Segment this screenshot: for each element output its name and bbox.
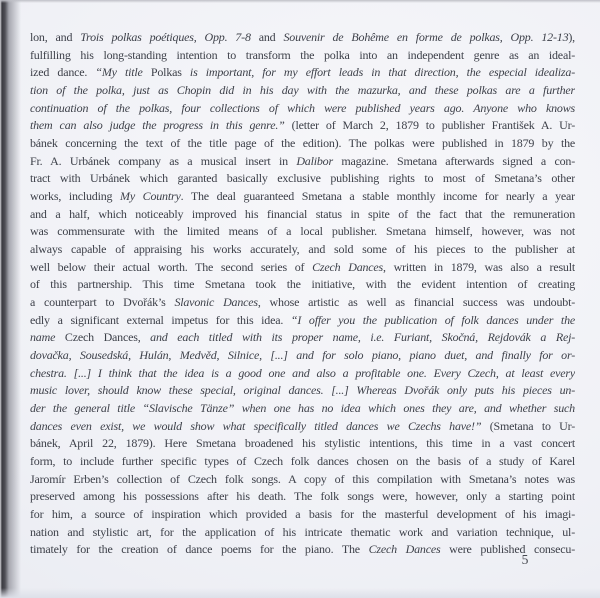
- text-segment: timately for the creation of dance poems for the piano. The: [30, 542, 369, 557]
- italic-text-segment: tion of the polka, just as Chopin did in his day with the mazurka, and these polkas are a further: [30, 83, 575, 98]
- text-segment: . The deal guaranteed Smetana a stable monthly income for nearly a year: [180, 189, 575, 204]
- text-segment: a counterpart to Dvořák’s: [30, 295, 175, 310]
- text-line: [30, 453, 575, 471]
- scan-edge-top: [0, 0, 600, 3]
- text-line: [30, 276, 575, 294]
- text-segment: magazine. Smetana afterwards signed a con-: [332, 153, 575, 168]
- italic-text-segment: music lover, should know these special, original dances. [...] Whereas Dvořák only puts his pieces un-: [30, 383, 575, 398]
- text-line: [30, 259, 575, 277]
- text-line: [30, 241, 575, 259]
- text-line: [30, 418, 575, 436]
- italic-text-segment: name: [30, 330, 65, 345]
- text-segment: tract with Urbánek which garanted basically exclusive publishing rights to most of Smetana’s other: [30, 171, 575, 186]
- text-segment: (letter of March 2, 1879 to publisher František A. Ur-: [284, 118, 575, 133]
- italic-text-segment: dances even exist, we would show what specifically titled dances we Czechs have!”: [30, 418, 482, 433]
- text-line: [30, 223, 575, 241]
- text-line: [30, 206, 575, 224]
- text-line: [30, 312, 575, 330]
- text-segment: well below their actual worth. The second series of: [30, 259, 313, 274]
- text-segment: of this partnership. This time Smetana took the initiative, with the evident intention of creating: [30, 277, 575, 292]
- text-line: [30, 135, 575, 153]
- text-segment: and a half, which noticeably improved his financial status in spite of the fact that the remuneration: [30, 206, 575, 221]
- text-segment: ),: [568, 30, 575, 44]
- text-segment: edly a significant external impetus for this idea.: [30, 312, 291, 327]
- text-line: [30, 64, 575, 82]
- italic-text-segment: Czech Dances: [312, 259, 384, 274]
- italic-text-segment: My Country: [120, 189, 181, 204]
- text-segment: Fr. A. Urbánek company as a musical insert in: [30, 153, 297, 168]
- text-segment: and: [250, 30, 284, 44]
- text-segment: , whose artistic as well as financial success was undoubt-: [257, 295, 575, 310]
- italic-text-segment: Slavonic Dances: [174, 295, 258, 310]
- text-segment: for him, a source of inspiration which provided a basis for the masterful development of his imagi-: [30, 507, 575, 522]
- text-line: [30, 82, 575, 100]
- text-segment: lon, and: [30, 30, 81, 44]
- italic-text-segment: Trois polkas poétiques, Opp. 7-8: [80, 30, 251, 44]
- text-line: [30, 100, 575, 118]
- text-segment: Jaromír Erben’s collection of Czech folk songs. A copy of this compilation with Smetana’s notes was: [30, 471, 575, 486]
- text-line: [30, 541, 575, 559]
- italic-text-segment: der the general title “Slavische Tänze” when one has no idea which ones they are, and whether such: [30, 401, 575, 416]
- italic-text-segment: chestra. [...] I think that the idea is a good one and also a profitable one. Every Czech, at least every: [30, 365, 575, 380]
- italic-text-segment: Dalibor: [296, 153, 333, 168]
- italic-text-segment: is important, for my effort leads in that direction, the especial idealiza-: [181, 65, 575, 80]
- italic-text-segment: “I offer you the publication of folk dances under the: [290, 312, 575, 327]
- italic-text-segment: “My title: [95, 65, 151, 80]
- text-segment: were published consecu-: [440, 542, 575, 557]
- italic-text-segment: Souvenir de Bohême en forme de polkas, Opp. 12-13: [283, 30, 569, 44]
- text-line: [30, 294, 575, 312]
- text-segment: , written in 1879, was also a result: [383, 259, 575, 274]
- text-line: [30, 47, 575, 65]
- italic-text-segment: them can also judge the progress in this genre.”: [30, 118, 285, 133]
- text-line: [30, 471, 575, 489]
- text-segment: preserved among his possessions after his death. The folk songs were, however, only a starting point: [30, 489, 575, 504]
- text-line: [30, 524, 575, 542]
- text-segment: always capable of appraising his works accurately, and sold some of his pieces to the publisher at: [30, 242, 575, 257]
- text-line: [30, 29, 575, 47]
- body-text: [30, 29, 575, 559]
- text-line: [30, 365, 575, 383]
- scan-edge-left: [0, 0, 22, 598]
- text-line: [30, 506, 575, 524]
- text-segment: Czech Dances: [64, 330, 138, 345]
- text-line: [30, 170, 575, 188]
- text-line: [30, 488, 575, 506]
- text-line: [30, 329, 575, 347]
- text-segment: ized dance.: [30, 65, 96, 80]
- text-segment: Polkas: [150, 65, 182, 80]
- text-line: [30, 188, 575, 206]
- text-line: [30, 382, 575, 400]
- text-segment: nation and stylistic art, for the application of his intricate thematic work and variation technique, ul-: [30, 524, 575, 539]
- italic-text-segment: Czech Dances: [368, 542, 441, 557]
- text-segment: (Smetana to Ur-: [481, 418, 575, 433]
- text-segment: bánek, April 22, 1879). Here Smetana broadened his stylistic intentions, this time in a vast concert: [30, 436, 575, 451]
- scan-edge-bottom: [0, 588, 600, 598]
- text-segment: works, including: [30, 189, 121, 204]
- text-segment: form, to include further specific types of Czech folk dances chosen on the basis of a study of Karel: [30, 454, 575, 469]
- text-line: [30, 153, 575, 171]
- text-line: [30, 117, 575, 135]
- text-line: [30, 347, 575, 365]
- text-segment: was commensurate with the limited means of a local publisher. Smetana himself, however, was not: [30, 224, 575, 239]
- italic-text-segment: , and each titled with its proper name, i.e. Furiant, Skočná, Rejdovák a Rej-: [137, 330, 575, 345]
- text-segment: fulfilling his long-standing intention to transform the polka into an independent genre as an ideal-: [30, 47, 575, 62]
- text-line: [30, 400, 575, 418]
- text-line: [30, 435, 575, 453]
- italic-text-segment: dovačka, Sousedská, Hulán, Medvěd, Silnice, [...] and for solo piano, piano duet, and finally for or-: [30, 348, 575, 363]
- page-number: 5: [521, 552, 529, 567]
- italic-text-segment: continuation of the polkas, four collections of which were published years ago. Anyone who knows: [30, 100, 575, 115]
- text-segment: bánek concerning the text of the title page of the edition). The polkas were published in 1879 by the: [30, 136, 575, 151]
